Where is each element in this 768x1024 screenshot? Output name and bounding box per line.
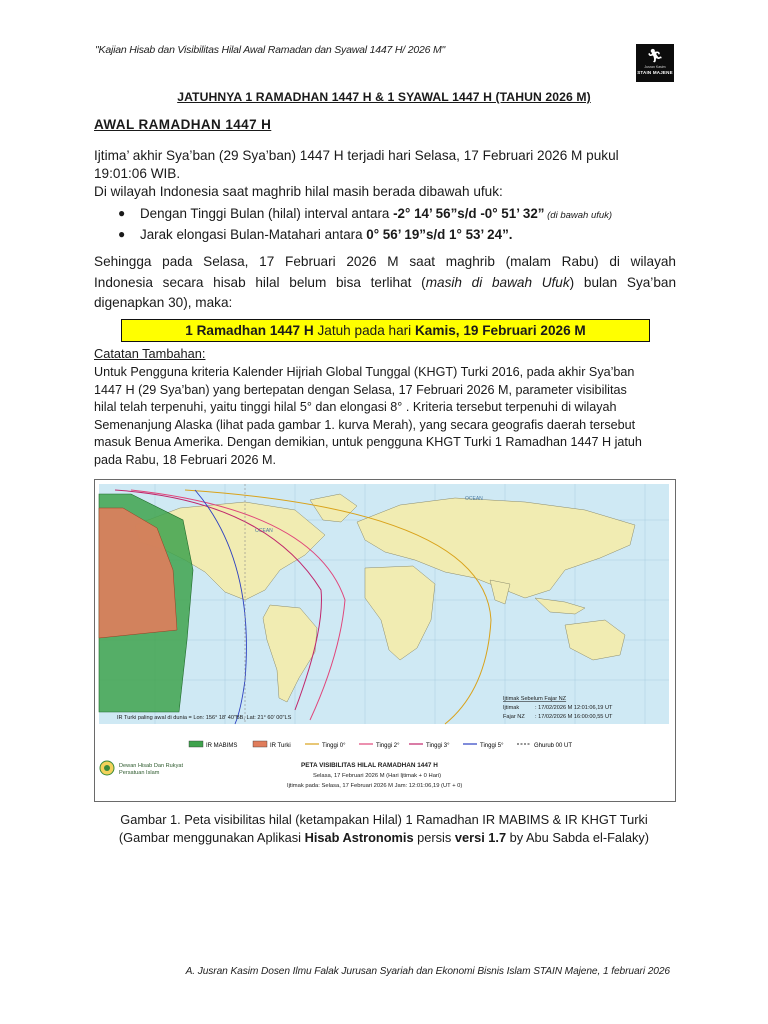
caption-line-2 — [119, 830, 649, 845]
map-legend — [189, 741, 572, 749]
conclusion-line-2 — [94, 273, 676, 294]
legend-swatch-mabims — [189, 741, 203, 747]
ocean-label: OCEAN — [465, 496, 483, 502]
conclusion-line-1: Sehingga pada Selasa, 17 Februari 2026 M saat maghrib (malam Rabu) di wilayah — [94, 254, 676, 269]
list-item — [116, 205, 676, 226]
org-name: Dewan Hisab Dan Rukyat — [119, 763, 184, 769]
persis-logo — [100, 761, 114, 775]
conclusion-paragraph — [94, 252, 676, 314]
caption-mid: persis — [413, 830, 455, 845]
logo-text: STAIN MAJENE — [637, 70, 673, 75]
highlight-bold-2: Kamis, 19 Februari 2026 M — [414, 323, 586, 338]
highlight-mid: Jatuh pada hari — [313, 323, 415, 338]
caption-pre: (Gambar menggunakan Aplikasi — [118, 830, 305, 845]
bullet-note: (di bawah ufuk) — [544, 210, 613, 221]
legend-label: Tinggi 5° — [480, 743, 504, 749]
note-line: masuk Benua Amerika. Dengan demikian, untuk pengguna KHGT Turki 1 Ramadhan 1447 H jatuh — [94, 435, 642, 450]
visibility-map-figure — [94, 479, 676, 802]
note-line: 1447 H (29 Sya’ban) yang bertepatan dengan Selasa, 17 Februari 2026 M, parameter visibilitas — [94, 382, 627, 397]
highlight-bold-1: 1 Ramadhan 1447 H — [185, 323, 314, 338]
ijtimak-row1-label: Ijtimak — [503, 705, 520, 711]
line2-pre: Indonesia secara hisab hilal belum bisa terlihat ( — [94, 274, 426, 290]
logo-author: Jusran Kasim — [644, 65, 666, 69]
caption-post: by Abu Sabda el-Falaky) — [506, 830, 650, 845]
caption-app: Hisab Astronomis — [304, 830, 414, 845]
ijtimak-title: Ijtimak Sebelum Fajar NZ — [503, 696, 567, 702]
legend-label: Tinggi 2° — [376, 743, 400, 749]
note-line: hilal telah terpenuhi, yaitu tinggi hilal 5° dan elongasi 8° . Kriteria tersebut terpenuhi di wilayah — [94, 400, 617, 415]
bullet-text: Dengan Tinggi Bulan (hilal) interval antara — [140, 206, 394, 221]
ir-turki-note: IR Turki paling awal di dunia = Lon: 156° 18' 40"BB, Lat: 21° 60' 00"LS — [117, 715, 292, 721]
ocean-label: OCEAN — [255, 528, 273, 534]
ijtimak-row2-label: Fajar NZ — [503, 714, 525, 720]
bullet-icon: ● — [118, 206, 126, 220]
note-label: Catatan Tambahan: — [94, 346, 206, 361]
bullet-value: 0° 56’ 19”s/d 1° 53’ 24”. — [366, 227, 513, 242]
indonesia-paragraph: Di wilayah Indonesia saat maghrib hilal masih berada dibawah ufuk: — [94, 184, 503, 199]
map-info-line-2: Ijtimak pada: Selasa, 17 Februari 2026 M Jam: 12:01:06,19 (UT + 0) — [287, 783, 463, 789]
legend-label: Tinggi 0° — [322, 743, 346, 749]
ijtima-paragraph — [94, 147, 676, 182]
dancer-icon: 🏃︎ — [646, 48, 664, 63]
bullet-value: -2° 14’ 56”s/d -0° 51’ 32” — [393, 206, 545, 221]
ijtimak-row1-value: : 17/02/2026 M 12:01:06,19 UT — [535, 705, 613, 711]
note-line: Semenanjung Alaska (lihat pada gambar 1. kurva Merah), yang secara geografis daerah tersebut — [94, 417, 636, 432]
legend-label: Tinggi 3° — [426, 743, 450, 749]
persis-logo-center — [104, 765, 110, 771]
caption-line-1: Gambar 1. Peta visibilitas hilal (ketampakan Hilal) 1 Ramadhan IR MABIMS & IR KHGT Turki — [120, 812, 648, 827]
conclusion-line-3: digenapkan 30), maka: — [94, 295, 233, 310]
legend-label: IR Turki — [270, 743, 291, 749]
caption-version: versi 1.7 — [454, 830, 507, 845]
page-title: JATUHNYA 1 RAMADHAN 1447 H & 1 SYAWAL 1447 H (TAHUN 2026 M) — [177, 90, 591, 104]
note-line: pada Rabu, 18 Februari 2026 M. — [94, 452, 277, 467]
legend-swatch-turki — [253, 741, 267, 747]
note-body — [94, 364, 678, 470]
bullet-icon: ● — [118, 227, 126, 241]
map-title: PETA VISIBILITAS HILAL RAMADHAN 1447 H — [301, 762, 438, 769]
ijtima-line-1: Ijtima’ akhir Sya’ban (29 Sya’ban) 1447 H terjadi hari Selasa, 17 Februari 2026 M pukul — [94, 148, 619, 163]
stain-logo — [636, 44, 674, 82]
section-title: AWAL RAMADHAN 1447 H — [94, 117, 272, 132]
ijtima-line-2: 19:01:06 WIB. — [94, 165, 181, 181]
ijtimak-row2-value: : 17/02/2026 M 16:00:00,55 UT — [535, 714, 613, 720]
page-footer: A. Jusran Kasim Dosen Ilmu Falak Jurusan Syariah dan Ekonomi Bisnis Islam STAIN Majene, 1 februari 2026 — [185, 966, 670, 977]
list-item — [116, 226, 676, 247]
line2-post: ) bulan Sya’ban — [569, 274, 676, 290]
figure-caption — [0, 811, 768, 847]
map-info-line-1: Selasa, 17 Februari 2026 M (Hari Ijtimak + 0 Hari) — [313, 773, 442, 779]
moon-parameters-list — [116, 205, 676, 247]
line2-italic: masih di bawah Ufuk — [425, 274, 570, 290]
header-quote: "Kajian Hisab dan Visibilitas Hilal Awal Ramadan dan Syawal 1447 H/ 2026 M" — [95, 44, 446, 56]
bullet-text: Jarak elongasi Bulan-Matahari antara — [140, 227, 367, 242]
note-line: Untuk Pengguna kriteria Kalender Hijriah Global Tunggal (KHGT) Turki 2016, pada akhir Sya’ban — [94, 365, 635, 379]
org-sub: Persatuan Islam — [119, 770, 160, 776]
visibility-map — [95, 480, 675, 801]
legend-label: Ghurub 00 UT — [534, 743, 573, 749]
ramadhan-date-highlight — [121, 319, 650, 342]
legend-label: IR MABIMS — [206, 743, 238, 749]
